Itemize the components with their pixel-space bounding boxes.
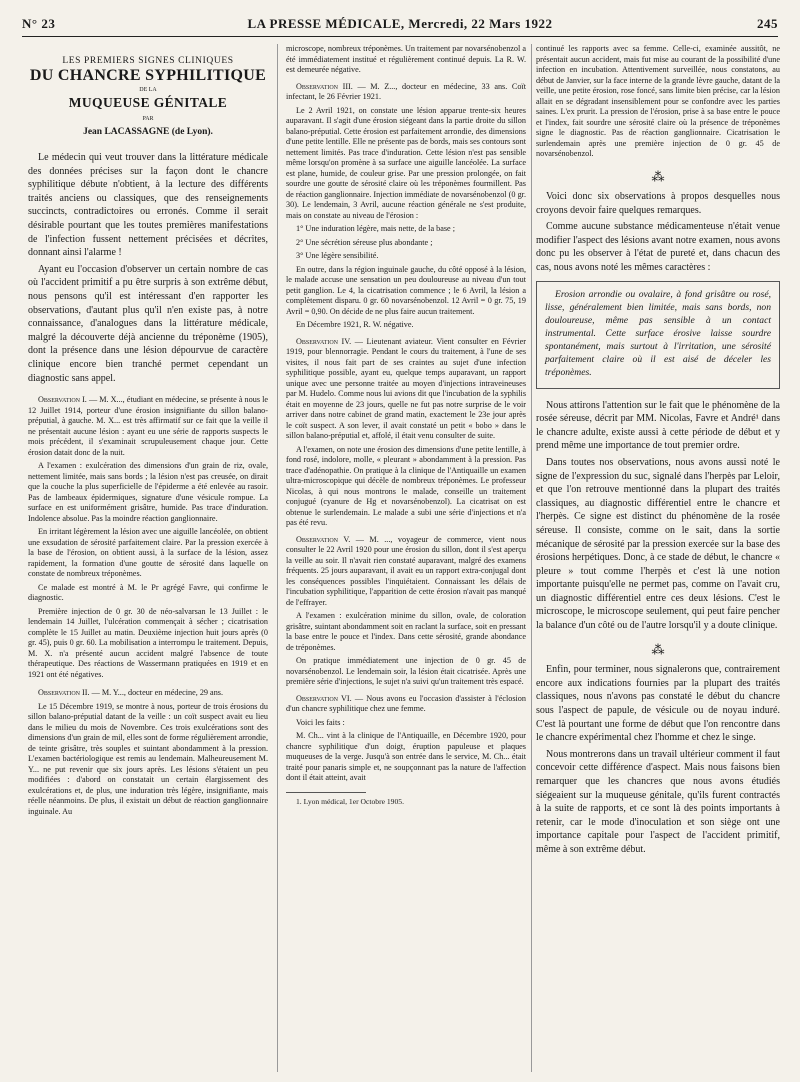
article-de-la: DE LA bbox=[139, 87, 157, 93]
footnote: 1. Lyon médical, 1er Octobre 1905. bbox=[296, 796, 404, 806]
observation-3-item: 2° Une sécrétion séreuse plus abondante ; bbox=[296, 237, 433, 247]
observation-2: Observation II. — M. Y..., docteur en médecine, 29 ans. bbox=[38, 688, 224, 698]
header-rule bbox=[22, 36, 778, 37]
observation-1: Observation I. — M. X..., étudiant en médecine, se présente à nous le 12 Juillet 1914, porteur d'une érosion insignifiante du sillon balano-préputial, à gauche. M. X... est très affirmatif sur ce fait que la veille il ne présentait aucune lésion : ayant eu une série de rapports suspects le mois précédent, il s'examinait scrupuleusement chaque jour. Cette érosion datait donc de la nuit. bbox=[28, 395, 268, 457]
observation-5-paragraph: On pratique immédiatement une injection de 0 gr. 45 de novarsénobenzol. Le lendemain soir, la lésion était cicatrisée. Après une première série d'injections, le sujet n'a suivi qu'un traitement très espacé. bbox=[286, 656, 526, 686]
observation-1-paragraph: A l'examen : exulcération des dimensions d'un grain de riz, ovale, nettement limitée, mais sans bords ; la lésion n'est pas creusée, on dirait que la couche la plus superficielle de l'épiderme a été enlevée au rasoir. Pas de lambeaux épidermiques, signature d'une vésicule rompue. La surface en est uniformément grisâtre, humide. Pas trace d'induration. Indolence absolue. Pas la moindre réaction ganglionnaire. bbox=[28, 461, 268, 523]
article-subtitle: MUQUEUSE GÉNITALE bbox=[68, 94, 228, 110]
discussion-paragraph: Comme aucune substance médicamenteuse n'était venue modifier l'aspect des lésions avant notre examen, nous avons donc pu les observer à l'état de pureté et, dans chacun des cas, nous avons noté les mêmes caractères : bbox=[536, 221, 780, 273]
section-asterism: ⁂ bbox=[651, 641, 665, 657]
characteristics-box bbox=[536, 281, 780, 389]
page-number: 245 bbox=[757, 16, 778, 31]
observation-6-paragraph: M. Ch... vint à la clinique de l'Antiquaille, en Décembre 1920, pour chancre syphilitique d'un doigt, éruption papuleuse et plaques muqueuses de la verge. Jusqu'à son entrée dans le service, M. Ch... était traité pour panaris simple et, ne soupçonnant pas la nature de l'affection dont il était atteint, avait bbox=[286, 731, 526, 782]
observation-3: Observation III. — M. Z..., docteur en médecine, 33 ans. Coït infectant, le 26 Février 1921. bbox=[286, 81, 527, 101]
observation-heading: Observation III. bbox=[296, 81, 353, 91]
observation-heading: Observation IV. bbox=[296, 336, 352, 346]
observation-3-item: 3° Une légère sensibilité. bbox=[296, 251, 379, 260]
column-1 bbox=[28, 44, 268, 820]
footnote-rule bbox=[286, 792, 366, 793]
journal-title: LA PRESSE MÉDICALE, Mercredi, 22 Mars 1922 bbox=[247, 16, 553, 31]
article-author: Jean LACASSAGNE (de Lyon). bbox=[83, 126, 213, 137]
observation-6-continued: continué les rapports avec sa femme. Celle-ci, examinée aussitôt, ne présentait aucun accident, mais fut mise au courant de la possibilité d'une infection en incubation. Attentivement surveillée, nous constatons, au début de Janvier, sur la face interne de la grande lèvre gauche, datant de la veille, une petite érosion, rose foncé, sans limite bien précise, car la lésion allait en se dégradant insensiblement pour se confondre avec les parties saines. L'ex prurit. La pression de l'érosion, prise à sa base entre le pouce et l'index, fait sourdre une sérosité claire où la présence de tréponèmes signe le diagnostic. Pas de réaction ganglionnaire. Cicatrisation le surlendemain après une première injection de 0 gr. 45 de novarsénobenzol. bbox=[536, 44, 780, 158]
running-header bbox=[22, 16, 778, 34]
observation-5-paragraph: A l'examen : exulcération minime du sillon, ovale, de coloration grisâtre, suintant abondamment soit en raclant la surface, soit en pressant la base entre le pouce et l'index. Dans cette sérosité, grande abondance de tréponèmes. bbox=[286, 611, 526, 652]
column-2 bbox=[286, 44, 526, 810]
characteristics-text: Erosion arrondie ou ovalaire, à fond grisâtre ou rosé, lisse, généralement bien limitée, mais sans bords, non douloureuse, même pas sensible à un contact instrumental. Cette surface érosive laisse sourdre spontanément, mais surtout à l'irritation, une sérosité parfaitement claire où il est aisé de déceler les tréponèmes. bbox=[545, 288, 771, 378]
article-kicker: LES PREMIERS SIGNES CLINIQUES bbox=[62, 56, 234, 66]
observation-heading: Observation I. bbox=[38, 395, 87, 405]
section-asterism: ⁂ bbox=[651, 168, 665, 184]
observation-6: Observation VI. — Nous avons eu l'occasion d'assister à l'éclosion d'un chancre syphilitique chez une femme. bbox=[286, 693, 526, 713]
observation-4-paragraph: A l'examen, on note une érosion des dimensions d'une petite lentille, à fond rosé, indolore, molle, « pleurant » abondamment à la pression. Pas trace d'adénopathie. On pratique à la clinique de l'Antiquaille un examen ultra-microscopique qui décèle de nombreux tréponèmes. Le professeur Nicolas, à qui nous montrons le malade, conseille un traitement conjugué (cyanure de Hg et novarsénobenzol). La cicatrisat on est obtenue le surlendemain. Le malade a subi une série d'injections et n'a pas été revu. bbox=[286, 444, 526, 527]
column-divider bbox=[277, 44, 278, 1072]
observation-3-paragraph: En Décembre 1921, R. W. négative. bbox=[296, 320, 414, 329]
observation-heading: Observation V. bbox=[296, 534, 351, 544]
intro-paragraph: Ayant eu l'occasion d'observer un certain nombre de cas où l'accident primitif a pu être surpris à son extrême début, nous pensons qu'il est intéressant d'en rapporter les observations, d'autant plus qu'il n'en existe pas, à notre connaissance, d'analogues dans la littérature médicale, malgré la découverte déjà ancienne du tréponème (1905), dont la présence dans une lésion dépourvue de caractère clinique encore bien tranché permet cependant un diagnostic sans appel. bbox=[28, 263, 268, 384]
observation-6-paragraph: Voici les faits : bbox=[296, 717, 345, 727]
issue-number: N° 23 bbox=[22, 16, 56, 31]
discussion-paragraph: Dans toutes nos observations, nous avons aussi noté le signe de l'expression du suc, signalé dans l'herpès par Leloir, et que l'on retrouve mentionné dans la plupart des traités classiques, au diagnostic différentiel entre le chancre et l'herpès. Ce signe est distinct du phénomène de la rosée séreuse. Il consiste, comme on le sait, dans la sortie mécanique de sérosité par la pression exercée sur la base des érosions herpétiques. Donc, à ce stade de début, le chancre « pleure » tout comme l'herpès et c'est là une notion importante puisqu'elle ne permet pas, comme on l'avait cru, un diagnostic différentiel entre ces deux lésions. C'est le microscope, le microscope seulement, qui peut faire pencher la balance d'un côté ou de l'autre lorsqu'il y a doute clinique. bbox=[536, 456, 780, 632]
column-3 bbox=[536, 44, 780, 859]
observation-3-paragraph: En outre, dans la région inguinale gauche, du côté opposé à la lésion, le malade accuse une sensation un peu douloureuse au niveau d'un tout petit ganglion. Le 4, la cicatrisation commence ; le 6 Avril, la lésion a complètement disparu. 0 gr. 60 novarsénobenzol. 12 Avril = 0 gr. 75, 19 Avril = 0,90. On décide de ne plus faire aucun traitement. bbox=[286, 264, 526, 316]
observation-1-paragraph: Première injection de 0 gr. 30 de néo-salvarsan le 13 Juillet : le lendemain 14 Juillet, l'ulcération commençait à sécher ; cicatrisation complète le 15 Juillet au matin. Deuxième injection huit jours après (0 gr. 45), puis 0 gr. 60. La mobilisation a interrompu le traitement. Depuis, M. X. n'a présenté aucun accident malgré l'absence de toute thérapeutique. Des réactions de Wassermann pratiquées en 1919 et en 1921 ont été négatives. bbox=[28, 606, 268, 679]
observation-4: Observation IV. — Lieutenant aviateur. Vient consulter en Février 1919, pour blennorragie. Pendant le cours du traitement, à l'une de ses visites, il nous fait part de ses craintes au sujet d'une infection syphilitique possible, ayant eu, quelque temps auparavant, un rapport unique avec une personne traitée au moyen d'injections intraveineuses par M. Hudelo. Comme nous lui avions dit que l'incubation de la syphilis était en moyenne de 23 jours, quelle ne fut pas notre surprise de le voir arriver dans notre cabinet de grand matin, exactement le 23e jour après le coït suspect. A son lever, il avait constaté un petit « bobo » dans le sillon balano-préputial et, affolé, il était venu consulter de suite. bbox=[286, 336, 527, 440]
conclusion-paragraph: Nous montrerons dans un travail ultérieur comment il faut concevoir cette différence d'aspect. Mais nous faisons bien remarquer que les chancres que nous avons étudiés siégeaient sur la muqueuse génitale, qu'ils furent contractés à la suite de rapports, et ce sont là des points importants à retenir, car le mode d'inoculation et son siège ont une importance capitale pour l'aspect de l'accident primitif, même à son extrême début. bbox=[536, 748, 780, 855]
intro-paragraph: Le médecin qui veut trouver dans la littérature médicale des données précises sur la façon dont le chancre syphilitique débute n'obtient, à la lecture des différents traités anciens ou classiques, que des renseignements succincts, contradictoires ou erronés. Comme il serait désirable pourtant que les toutes premières manifestations de l'infection fussent nettement précisées et décrites, donnant ainsi l'alarme ! bbox=[28, 152, 268, 259]
discussion-paragraph: Voici donc six observations à propos desquelles nous croyons devoir faire quelques remarques. bbox=[536, 191, 780, 216]
observation-5: Observation V. — M. ..., voyageur de commerce, vient nous consulter le 22 Avril 1920 pour une érosion du sillon, dont il s'est aperçu la veille au soir. Il n'avait rien constaté auparavant, malgré des examens fréquents. 25 jours auparavant, il avait eu un rapport extra-conjugal dont les conséquences possibles l'inquiétaient. Connaissant les délais de l'incubation syphilitique, l'apparition de cette érosion n'avait pas manqué de l'effrayer. bbox=[286, 534, 527, 607]
observation-1-paragraph: En irritant légèrement la lésion avec une aiguille lancéolée, on obtient une exsudation de sérosité parfaitement claire. Par la pression exercée à la base de l'érosion, on obtient aussi, à la surface de la lésion, assez rapidement, la formation d'une goutte de sérosité dans laquelle on constate de nombreux tréponèmes. bbox=[28, 527, 268, 579]
observation-3-item: 1° Une induration légère, mais nette, de la base ; bbox=[296, 224, 456, 233]
observation-2-continued: microscope, nombreux tréponèmes. Un traitement par novarsénobenzol a été immédiatement institué et régulièrement continué depuis. La R. W. est demeurée négative. bbox=[286, 44, 526, 74]
column-divider bbox=[531, 44, 532, 1072]
observation-2-paragraph: Le 15 Décembre 1919, se montre à nous, porteur de trois érosions du sillon balano-préputial datant de la veille : un coït suspect avait eu lieu dans le milieu du mois de Novembre. Ces trois exulcérations sont des dimensions d'un grain de mil, elles sont de forme régulièrement arrondie, de teinte grisâtre, très souples et suintant abondamment à la pression. L'examen bactériologique est remis au lendemain. Malheureusement M. Y... ne put revenir que six jours après. Les lésions s'étaient un peu modifiées : d'abord on constatait un certain élargissement des exulcérations et, de plus, une induration très légère, insignifiante, mais réelle néanmoins. De plus, il existait un début de réaction ganglionnaire inguinale. Au bbox=[28, 701, 268, 816]
observation-heading: Observation VI. bbox=[296, 693, 352, 703]
article-title: DU CHANCRE SYPHILITIQUE bbox=[29, 66, 267, 84]
observation-3-paragraph: Le 2 Avril 1921, on constate une lésion apparue trente-six heures auparavant. Il s'agit d'une érosion siégeant dans la partie droite du sillon balano-préputial. Cette érosion est parfaitement arrondie, des dimensions d'une petite lentille. Elle ne présente pas de bords, mais ses contours sont nettement limités. Pas trace d'induration. Cette lésion n'est pas sensible même lorsqu'on promène à sa surface une aiguille lancéolée. La surface est plane, humide, de couleur grise. Par une pression prolongée, on fait sourdre une goutte de sérosité claire où les tréponèmes fourmillent. Pas de réaction ganglionnaire. Injection immédiate de novarsénobenzol (0 gr. 30). Le lendemain, 3 Avril, aucune réaction générale ne s'est produite, mais on constate au niveau de l'érosion : bbox=[286, 105, 526, 220]
observation-heading: Observation II. bbox=[38, 688, 90, 698]
observation-1-paragraph: Ce malade est montré à M. le Pr agrégé Favre, qui confirme le diagnostic. bbox=[28, 582, 268, 603]
discussion-paragraph: Nous attirons l'attention sur le fait que le phénomène de la rosée séreuse, décrit par MM. Nicolas, Favre et André¹ dans le chancre adulte, existe aussi à cette période de début et y prend même une importance de tout premier ordre. bbox=[536, 399, 780, 452]
conclusion-paragraph: Enfin, pour terminer, nous signalerons que, contrairement encore aux indications fournies par la plupart des traités classiques, nous n'avons pas constaté le début du chancre sous l'aspect de papule, de vésicule ou de noyau induré. C'est là pourtant une forme de début que l'on rencontre dans le chancre expérimental chez l'homme et chez le singe. bbox=[536, 664, 780, 744]
article-par: PAR bbox=[142, 116, 154, 122]
